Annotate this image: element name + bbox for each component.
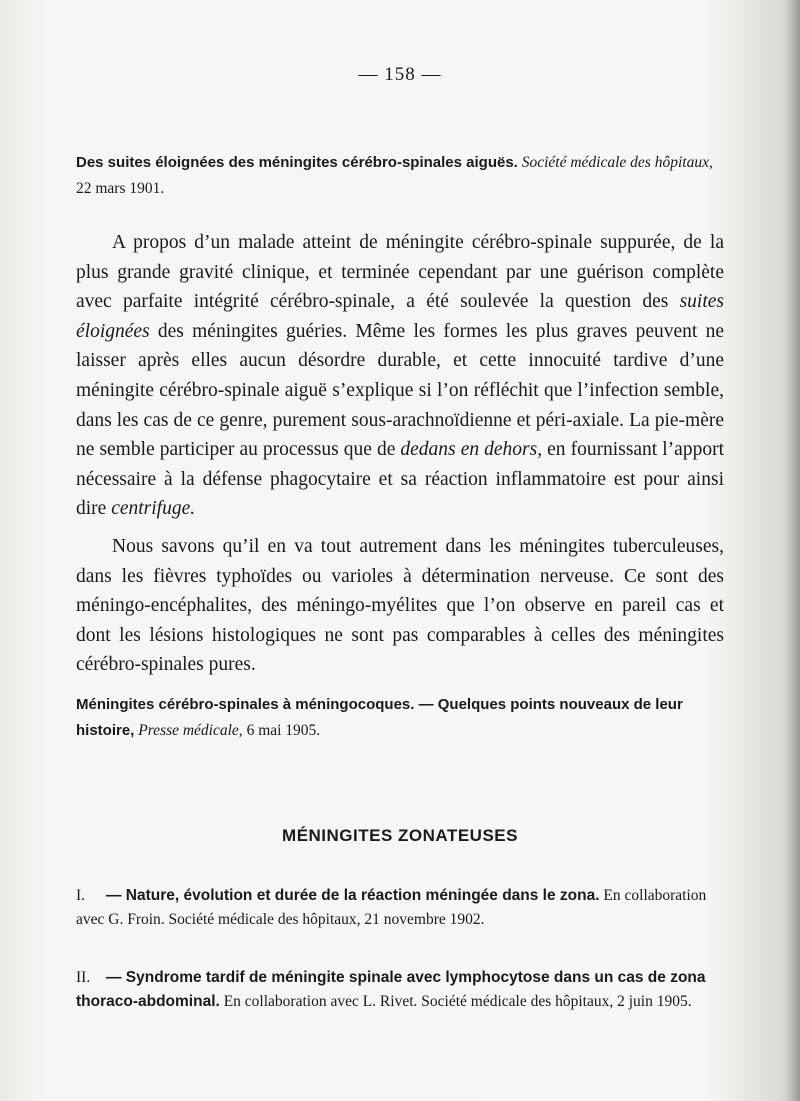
entry-date: 2 juin 1905.: [617, 993, 692, 1010]
entry-title: — Syndrome tardif de méningite spinale avec lymphocytose dans un cas de zona thoraco-abdominal.: [76, 969, 706, 1010]
bibliography-entry: [76, 692, 726, 744]
entry-source: Société médicale des hôpitaux,: [168, 911, 361, 928]
page-edge-shadow: [786, 0, 800, 1101]
paragraph: A propos d’un malade atteint de méningite cérébro-spinale suppurée, de la plus grande gravité clinique, et terminée cependant par une guérison complète avec parfaite intégrité cérébro-spinale, a été soulevée la question des suites éloignées des méningites guéries. Même les formes les plus graves peuvent ne laisser après elles aucun désordre durable, et cette innocuité tardive d’une méningite cérébro-spinale aiguë s’explique si l’on réfléchit que l’infection semble, dans les cas de ce genre, purement sous-arachnoïdienne et péri-axiale. La pie-mère ne semble participer au processus que de dedans en dehors, en fournissant l’apport nécessaire à la défense phagocytaire et sa réaction inflammatoire est pour ainsi dire centrifuge.: [76, 232, 724, 520]
numbered-entry: [76, 884, 726, 932]
bibliography-entry: [76, 150, 726, 202]
summary-text: [76, 228, 724, 680]
entry-title: Méningites cérébro-spinales à méningocoques. — Quelques points nouveaux de leur histoire,: [76, 696, 683, 739]
entry-collaboration: En collaboration avec G. Froin.: [76, 887, 707, 928]
entry-date: 22 mars 1901.: [76, 180, 165, 197]
entry-date: 21 novembre 1902.: [364, 911, 485, 928]
numbered-entry: [76, 966, 726, 1014]
page-number: — 158 —: [358, 64, 442, 85]
paragraph: Nous savons qu’il en va tout autrement dans les méningites tuberculeuses, dans les fièvres typhoïdes ou varioles à détermination nerveuse. Ce sont des méningo-encéphalites, des méningo-myélites que l’on observe en pareil cas et dont les lésions histologiques ne sont pas comparables à celles des méningites cérébro-spinales pures.: [76, 535, 724, 676]
entry-date: 6 mai 1905.: [246, 722, 321, 739]
entry-title: — Nature, évolution et durée de la réaction méningée dans le zona.: [106, 887, 600, 904]
entry-collaboration: En collaboration avec L. Rivet.: [223, 993, 418, 1010]
entry-title: Des suites éloignées des méningites cérébro-spinales aiguës.: [76, 154, 518, 171]
entry-number: I.: [76, 887, 86, 904]
entry-source: Presse médicale,: [138, 722, 243, 739]
section-title: MÉNINGITES ZONATEUSES: [282, 826, 518, 845]
entry-number: II.: [76, 969, 91, 986]
entry-source: Société médicale des hôpitaux,: [421, 993, 614, 1010]
entry-source: Société médicale des hôpitaux,: [521, 154, 713, 171]
